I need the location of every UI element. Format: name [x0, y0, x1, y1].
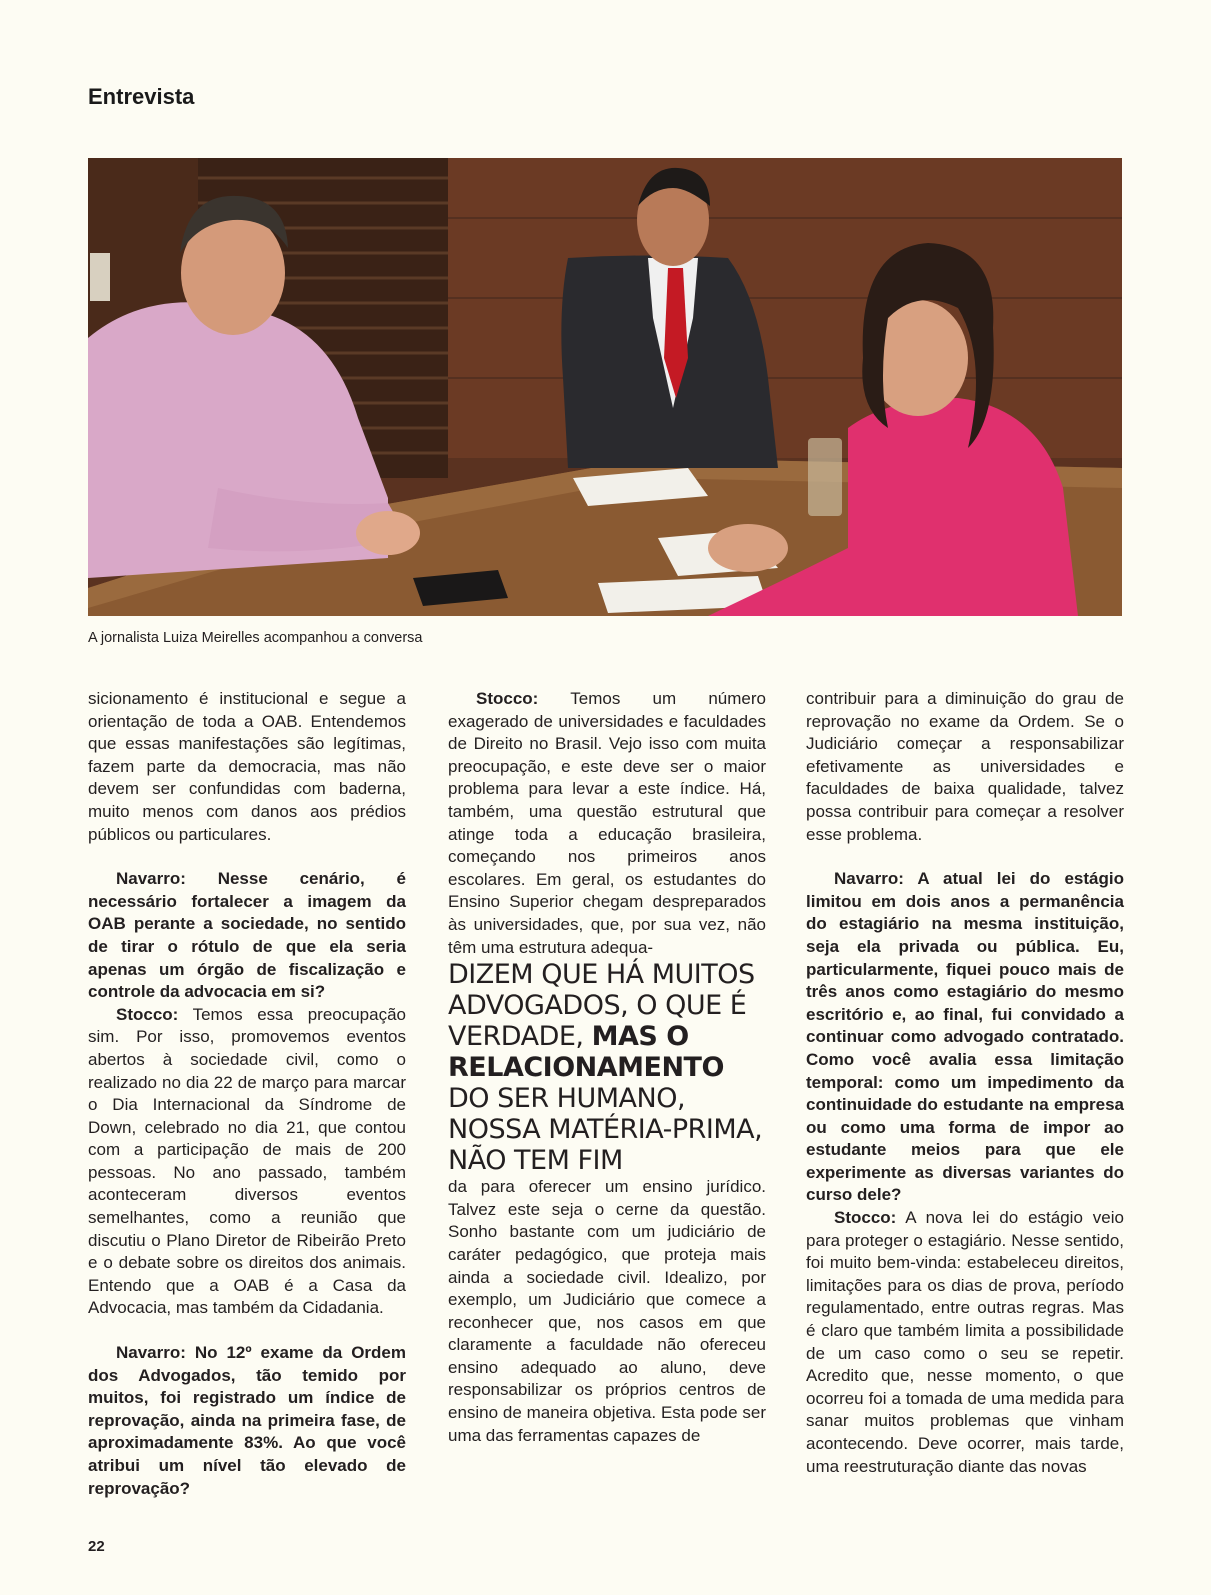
answer-text: Temos essa preocupação sim. Por isso, promovemos eventos abertos à sociedade civil, como o realizado no dia 22 de março para marcar o Dia Internacional da Síndrome de Down, celebrado no dia 21, que contou com a participação de mais de 200 pessoas. No ano passado, também aconteceram diversos eventos semelhantes, como a reunião que discutiu o Plano Diretor de Ribeirão Preto e o debate sobre os direitos dos animais. Entendo que a OAB é a Casa da Advocacia, mas também da Cidadania. — [88, 1004, 406, 1318]
interview-question: Navarro: Nesse cenário, é necessário fortalecer a imagem da OAB perante a sociedade, no sentido de tirar o rótulo de que ela seria apenas um órgão de fiscalização e controle da advocacia em si? — [88, 869, 406, 1002]
article-column-2 — [448, 688, 766, 1447]
interview-answer — [88, 1004, 406, 1320]
answer-text: Temos um número exagerado de universidades e faculdades de Direito no Brasil. Vejo isso com muita preocupação, e este deve ser o maior problema para levar a este índice. Há, também, uma questão estrutural que atinge toda a educação brasileira, começando nos primeiros anos escolares. Em geral, os estudantes do Ensino Superior chegam despreparados às universidades, que, por sua vez, não têm uma estrutura adequa- — [448, 689, 766, 957]
article-column-3 — [806, 688, 1124, 1478]
speaker-name: Stocco: — [476, 689, 539, 708]
photo-caption: A jornalista Luiza Meirelles acompanhou a conversa — [88, 630, 423, 646]
interview-question: Navarro: No 12º exame da Ordem dos Advogados, tão temido por muitos, foi registrado um índice de reprovação, ainda na primeira fase, de aproximadamente 83%. Ao que você atribui um nível tão elevado de reprovação? — [88, 1343, 406, 1498]
speaker-name: Stocco: — [116, 1004, 179, 1024]
section-label: Entrevista — [88, 84, 195, 109]
pull-quote: DIZEM QUE HÁ MUITOS ADVOGADOS, O QUE É VERDADE, MAS O RELACIONAMENTO DO SER HUMANO, NOSSA MATÉRIA-PRIMA, NÃO TEM FIM — [448, 959, 763, 1177]
interview-question: Navarro: A atual lei do estágio limitou em dois anos a permanência do estagiário na mesma instituição, seja ela privada ou pública. Eu, particularmente, fiquei pouco mais de três anos como estagiário do mesmo escritório e, ao final, fui convidado a continuar como advogado contratado. Como você avalia essa limitação temporal: como um impedimento da continuidade do estudante na empresa ou como uma forma de impor ao estudante meios para que ele experimente as diversas variantes do curso dele? — [806, 869, 1124, 1205]
page-number: 22 — [88, 1538, 105, 1555]
paragraph: da para oferecer um ensino jurídico. Talvez este seja o cerne da questão. Sonho bastante com um judiciário de caráter pedagógico, que proteja mais ainda a sociedade civil. Idealizo, por exemplo, um Judiciário que comece a reconhecer que, nos casos em que claramente a faculdade não ofereceu ensino adequado ao aluno, deve responsabilizar os próprios centros de ensino de maneira objetiva. Esta pode ser uma das ferramentas capazes de — [448, 1177, 766, 1445]
answer-text: A nova lei do estágio veio para proteger o estagiário. Nesse sentido, foi muito bem-vinda: estabeleceu direitos, limitações para os dias de prova, período regulamentado, entre outras regras. Mas é claro que também limita a possibilidade de um caso como o seu se repetir. Acredito que, nesse momento, o que ocorreu foi a tomada de uma medida para sanar muitos problemas que vinham acontecendo. Deve ocorrer, mais tarde, uma reestruturação diante das novas — [806, 1208, 1124, 1476]
paragraph: sicionamento é institucional e segue a orientação de toda a OAB. Entendemos que essas manifestações são legítimas, fazem parte da democracia, mas não devem ser confundidas com baderna, muito menos com danos aos prédios públicos ou particulares. — [88, 689, 406, 844]
speaker-name: Stocco: — [834, 1208, 897, 1228]
interview-photo — [88, 158, 1122, 616]
article-column-1 — [88, 688, 406, 1500]
paragraph: contribuir para a diminuição do grau de reprovação no exame da Ordem. Se o Judiciário começar a responsabilizar efetivamente as universidades e faculdades de baixa qualidade, talvez possa contribuir para começar a resolver esse problema. — [806, 689, 1124, 844]
interview-answer — [448, 688, 766, 959]
interview-answer — [806, 1207, 1124, 1478]
